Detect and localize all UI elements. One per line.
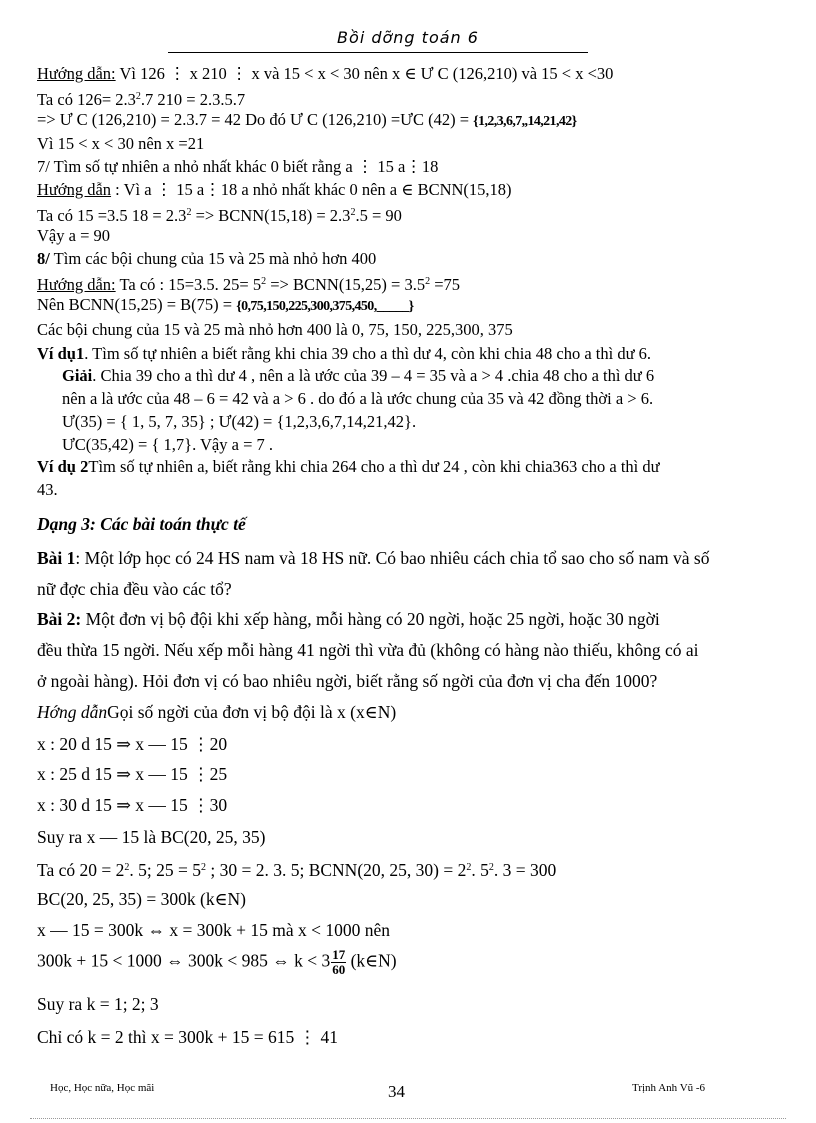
page-header: Bồi dỡng toán 6 [337,28,479,47]
line-9: 8/ Tìm các bội chung của 15 và 25 mà nhỏ hơn 400 [37,249,377,268]
page-number: 34 [388,1082,405,1101]
line-24: đều thừa 15 ngời. Nếu xếp mỗi hàng 41 ngời thì vừa đủ (không có hàng nào thiếu, không có ai [37,640,699,660]
line-35: Suy ra k = 1; 2; 3 [37,994,159,1014]
line-12: Các bội chung của 15 và 25 mà nhỏ hơn 400 là 0, 75, 150, 225,300, 375 [37,320,513,339]
line-28: x : 25 d 15 ⇒ x — 15 ⋮25 [37,764,228,784]
line-6: Hướng dẫn : Vì a ⋮ 15 a⋮18 a nhỏ nhất khác 0 nên a ∈ BCNN(15,18) [37,180,512,199]
line-11: Nên BCNN(15,25) = B(75) = {0,75,150,225,300,375,450,_____} [37,295,414,314]
line-29: x : 30 d 15 ⇒ x — 15 ⋮30 [37,795,228,815]
section-heading: Dạng 3: Các bài toán thực tế [37,514,246,534]
line-13: Ví dụ1. Tìm số tự nhiên a biết rằng khi chia 39 cho a thì dư 4, còn khi chia 48 cho a thì dư 6. [37,344,652,363]
line-18: Ví dụ 2Tìm số tự nhiên a, biết rằng khi chia 264 cho a thì dư 24 , còn khi chia363 cho a thì dư [37,457,660,476]
line-16: Ư(35) = { 1, 5, 7, 35} ; Ư(42) = {1,2,3,6,7,14,21,42}. [62,412,417,431]
line-8: Vậy a = 90 [37,226,110,245]
line-10: Hướng dẫn: Ta có : 15=3.5. $25= 5^2$ => BCNN(15,25) = $3.5^2 =75$ [37,275,461,294]
line-23: Bài 2: Một đơn vị bộ đội khi xếp hàng, mỗi hàng có 20 ngời, hoặc 25 ngời, hoặc 30 ngời [37,609,660,629]
line-25: ở ngoài hàng). Hỏi đơn vị có bao nhiêu ngời, biết rằng số ngời của đơn vị cha đến 1000? [37,671,658,691]
footer-author: Trịnh Anh Vũ -6 [632,1082,706,1094]
line-2: Ta có $126= 2.3^2.7$ 210 = 2.3.5.7 [37,90,246,109]
footer-dotted-rule [30,1118,786,1119]
header-rule [168,52,588,53]
line-27: x : 20 d 15 ⇒ x — 15 ⋮20 [37,734,228,754]
footer-motto: Học, Học nữa, Học mãi [50,1082,155,1094]
line-30: Suy ra x — 15 là BC(20, 25, 35) [37,827,266,847]
line-31: Ta có $20 = 2^2$. 5; $25 = 5^2$ ; 30 = 2. 3. 5; BCNN(20, 25, $30) = 2^2$. $5^2$. 3 = 300 [37,860,557,880]
line-3: => Ư C (126,210) = 2.3.7 = 42 Do đó Ư C (126,210) =ƯC (42) = {1,2,3,6,7,,14,21,42} [37,110,577,129]
line-4: Vì 15 < x < 30 nên x =21 [37,134,205,153]
line-14: Giải. Chia 39 cho a thì dư 4 , nên a là ước của 39 – 4 = 35 và a > 4 .chia 48 cho a thì dư 6 [62,366,655,385]
line-22: nữ đợc chia đều vào các tổ? [37,579,232,599]
line-5: 7/ Tìm số tự nhiên a nhỏ nhất khác 0 biết rằng a ⋮ 15 a⋮18 [37,157,439,176]
line-33: x — 15 = 300k ⇔ x = 300k + 15 mà x < 1000 nên [37,920,390,940]
line-1: Hướng dẫn: Vì 126 ⋮ x 210 ⋮ x và 15 < x < 30 nên x ∈ Ư C (126,210) và 15 < x <30 [37,64,614,83]
line-15: nên a là ước của 48 – 6 = 42 và a > 6 . do đó a là ước chung của 35 và 42 đồng thời a > 6. [62,389,654,408]
line-34: 300k + 15 < 1000 ⇔ 300k < 985 ⇔ k < 3 $\frac{17}{60}$ (k∈N) [37,947,397,977]
line-19: 43. [37,480,58,499]
line-26: Hớng dẫnGọi số ngời của đơn vị bộ đội là x (x∈N) [37,702,397,722]
line-7: Ta có 15 =3.5 $18 = 2.3^2$ => BCNN(15,18) = $2.3^2.5 = 90$ [37,206,402,225]
line-32: BC(20, 25, 35) = 300k (k∈N) [37,889,246,909]
line-36: Chỉ có k = 2 thì x = 300k + 15 = 615 ⋮ 41 [37,1027,339,1047]
fraction: $\frac{17}{60}$ [332,947,346,977]
line-21: Bài 1: Một lớp học có 24 HS nam và 18 HS nữ. Có bao nhiêu cách chia tổ sao cho số nam và số [37,548,710,568]
line-17: ƯC(35,42) = { 1,7}. Vậy a = 7 . [62,435,274,454]
